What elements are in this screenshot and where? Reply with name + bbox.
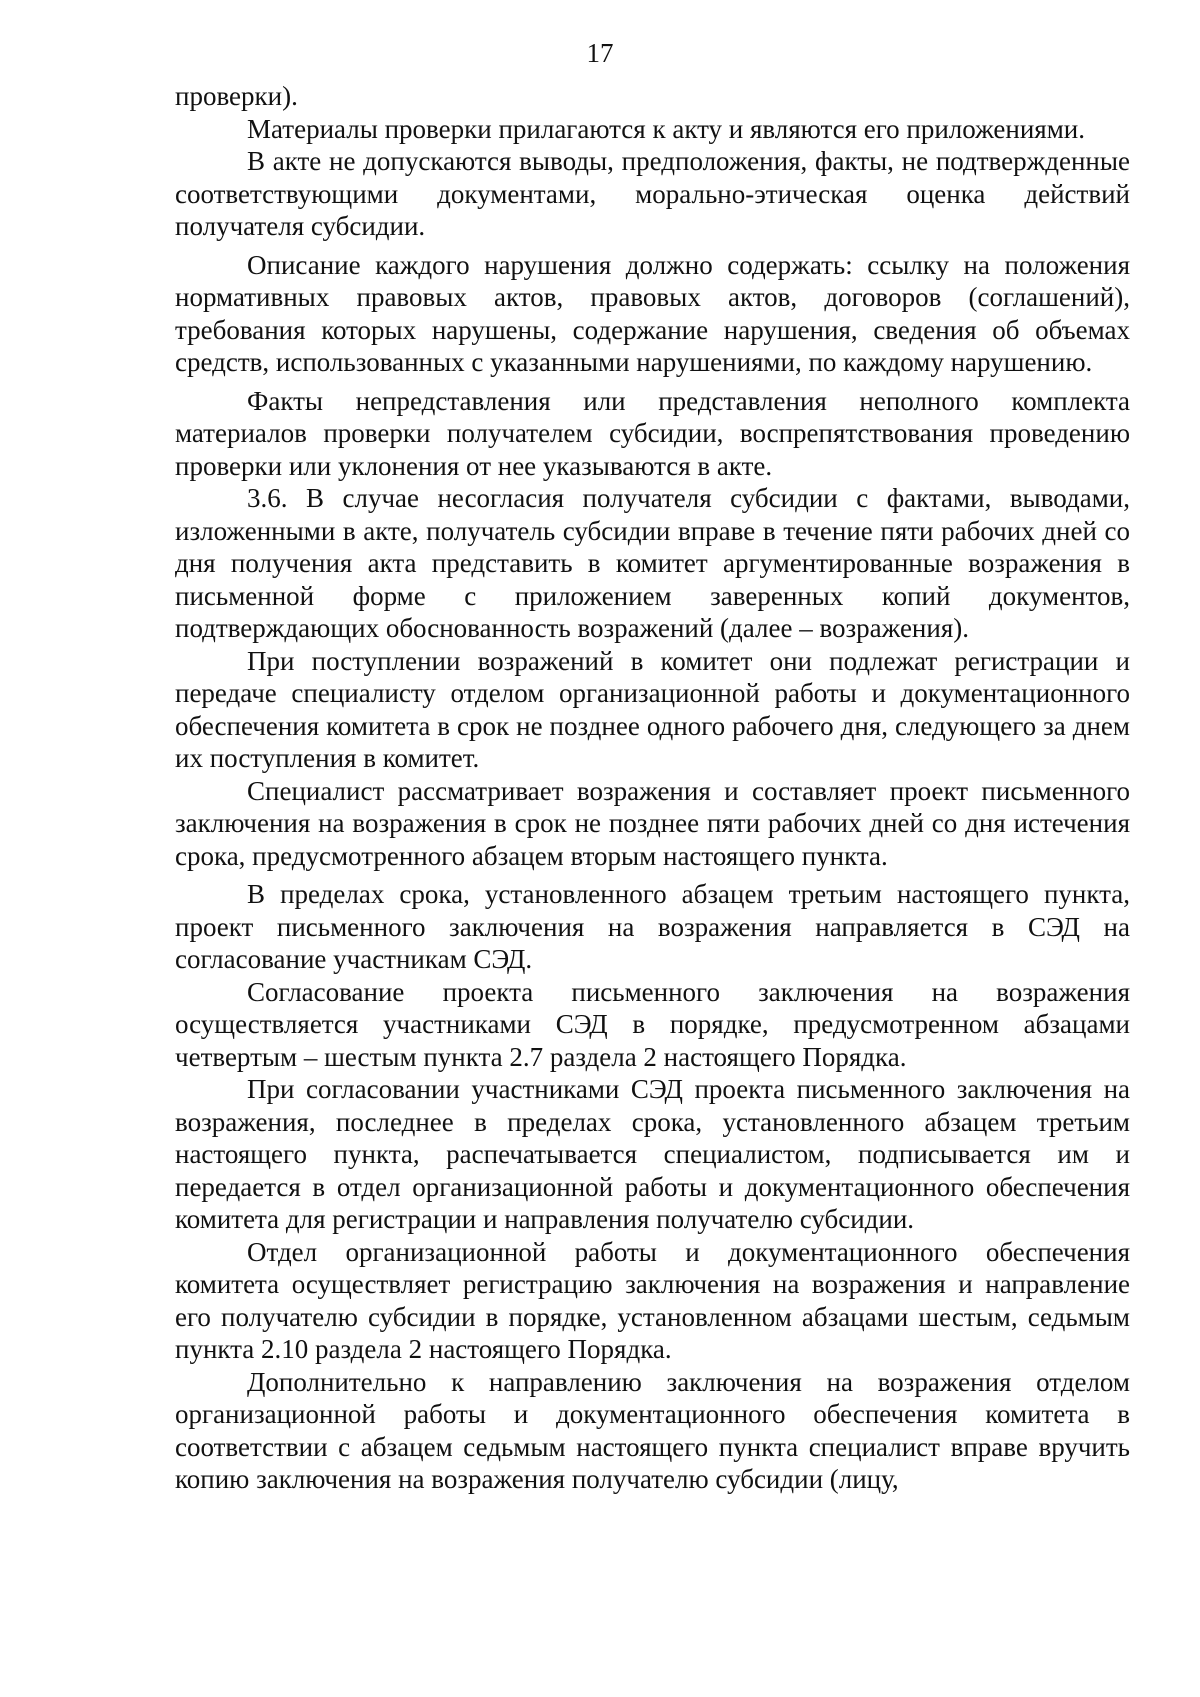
paragraph-sed-approval-order: Согласование проекта письменного заключения на возражения осуществляется участниками СЭД в порядке, предусмотренном абзацами четвертым – шестым пункта 2.7 раздела 2 настоящего Порядка. <box>175 976 1130 1072</box>
paragraph-continuation: проверки). <box>175 81 298 111</box>
paragraph-violation-description: Описание каждого нарушения должно содержать: ссылку на положения нормативных правовых актов, правовых актов, договоров (соглашений), требования которых нарушены, содержание нарушения, сведения об объемах средств, использованных с указанными нарушениями, по каждому нарушению. <box>175 249 1130 377</box>
document-body <box>175 80 1130 1496</box>
paragraph-materials: Материалы проверки прилагаются к акту и являются его приложениями. <box>247 113 1085 144</box>
paragraph-specialist-review: Специалист рассматривает возражения и составляет проект письменного заключения на возражения в срок не позднее пяти рабочих дней со дня истечения срока, предусмотренного абзацем вторым настоящего пункта. <box>175 775 1130 871</box>
paragraph-non-submission: Факты непредставления или представления неполного комплекта материалов проверки получателем субсидии, воспрепятствования проведению проверки или уклонения от нее указываются в акте. <box>175 385 1130 481</box>
paragraph-printing-signing: При согласовании участниками СЭД проекта письменного заключения на возражения, последнее в пределах срока, установленного абзацем третьим настоящего пункта, распечатывается специалистом, подписывается им и передается в отдел организационной работы и документационного обеспечения комитета для регистрации и направления получателю субсидии. <box>175 1074 1130 1234</box>
page-number: 17 <box>586 38 614 68</box>
paragraph-act-restrictions: В акте не допускаются выводы, предположения, факты, не подтвержденные соответствующими документами, морально-этическая оценка действий получателя субсидии. <box>175 146 1130 241</box>
paragraph-registration: При поступлении возражений в комитет они подлежат регистрации и передаче специалисту отделом организационной работы и документационного обеспечения комитета в срок не позднее одного рабочего дня, следующего за днем их поступления в комитет. <box>175 645 1130 773</box>
paragraph-additional-delivery: Дополнительно к направлению заключения на возражения отделом организационной работы и документационного обеспечения комитета в соответствии с абзацем седьмым настоящего пункта специалист вправе вручить копию заключения на возражения получателю субсидии (лицу, <box>175 1366 1130 1494</box>
paragraph-department-registration: Отдел организационной работы и документационного обеспечения комитета осуществляет регистрацию заключения на возражения и направление его получателю субсидии в порядке, установленном абзацами шестым, седьмым пункта 2.10 раздела 2 настоящего Порядка. <box>175 1236 1130 1364</box>
paragraph-3-6-objections: 3.6. В случае несогласия получателя субсидии с фактами, выводами, изложенными в акте, получатель субсидии вправе в течение пяти рабочих дней со дня получения акта представить в комитет аргументированные возражения в письменной форме с приложением заверенных копий документов, подтверждающих обоснованность возражений (далее – возражения). <box>175 483 1130 643</box>
paragraph-sed-approval-routing: В пределах срока, установленного абзацем третьим настоящего пункта, проект письменного заключения на возражения направляется в СЭД на согласование участникам СЭД. <box>175 879 1130 974</box>
